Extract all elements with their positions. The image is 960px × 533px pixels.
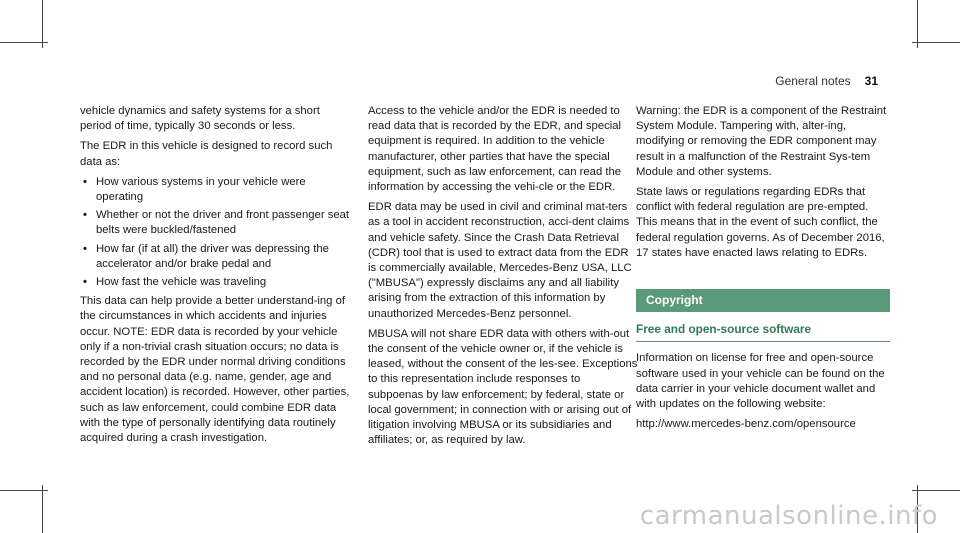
crop-mark xyxy=(912,490,960,491)
crop-mark xyxy=(0,490,48,491)
text-column-1 xyxy=(80,104,350,451)
bullet-icon: • xyxy=(83,209,87,222)
paragraph: The EDR in this vehicle is designed to record such data as: xyxy=(80,140,333,168)
crop-mark xyxy=(42,485,43,533)
paragraph: State laws or regulations regarding EDRs that conflict with federal regulation are pre-empted. This means that in the event of such conflict, the federal regulation governs. As of December 2016, 17 states have enacted laws relating to EDRs. xyxy=(636,186,885,259)
page-header-title: General notes xyxy=(775,74,851,88)
bullet-icon: • xyxy=(83,276,87,289)
section-heading: Copyright xyxy=(636,289,890,312)
bullet-list xyxy=(80,175,350,290)
paragraph: MBUSA will not share EDR data with others with-out the consent of the vehicle owner or, if the vehicle is leased, without the consent of the les-see. Exceptions to this representation include responses to subpoenas by law enforcement; by federal, state or local government; in connection with or arising out of litigation involving MBUSA or its subsidiaries and affiliates; or, as required by law. xyxy=(368,327,638,447)
paragraph: Access to the vehicle and/or the EDR is needed to read data that is recorded by the EDR, and special equipment is required. In addition to the vehicle manufacturer, other parties that have the special equipment, such as law enforcement, can read the information by accessing the vehi-cle or the EDR. xyxy=(368,105,622,194)
text-column-3 xyxy=(636,104,890,437)
list-item xyxy=(80,208,350,238)
crop-mark xyxy=(42,0,43,48)
crop-mark xyxy=(912,42,960,43)
list-item-text: How far (if at all) the driver was depressing the accelerator and/or brake pedal and xyxy=(96,242,329,270)
paragraph: Information on license for free and open-source software used in your vehicle can be found on the data carrier in your vehicle document wallet and with updates on the following website: xyxy=(636,352,885,411)
paragraph: vehicle dynamics and safety systems for a short period of time, typically 30 seconds or less. xyxy=(80,105,320,133)
paragraph: Warning: the EDR is a component of the Restraint System Module. Tampering with, alter-ing, modifying or removing the EDR component may result in a malfunction of the Restraint Sys-tem Module and other systems. xyxy=(636,105,887,178)
list-item-text: How various systems in your vehicle were operating xyxy=(96,175,306,204)
list-item xyxy=(80,275,350,290)
list-item xyxy=(80,242,350,272)
website-url: http://www.mercedes-benz.com/opensource xyxy=(636,418,856,431)
crop-mark xyxy=(917,0,918,48)
paragraph: EDR data may be used in civil and criminal mat-ters as a tool in accident reconstruction, acci-dent claims and vehicle safety. Since the Crash Data Retrieval (CDR) tool that is used to extract data from the EDR is commercially available, Mercedes-Benz USA, LLC ("MBUSA") expressly disclaims any and all liability arising from the extraction of this information by unauthorized Mercedes-Benz personnel. xyxy=(368,201,632,320)
bullet-icon: • xyxy=(83,175,87,188)
bullet-icon: • xyxy=(83,242,87,255)
paragraph: This data can help provide a better understand-ing of the circumstances in which accidents and injuries occur. NOTE: EDR data is recorded by your vehicle only if a non-trivial crash situation occurs; no data is recorded by the EDR under normal driving conditions and no personal data (e.g. name, gender, age and accident location) is recorded. However, other parties, such as law enforcement, could combine EDR data with the type of personally identifying data routinely acquired during a crash investigation. xyxy=(80,295,350,445)
list-item xyxy=(80,175,350,205)
list-item-text: Whether or not the driver and front passenger seat belts were buckled/fastened xyxy=(96,209,350,237)
page-header xyxy=(775,74,878,88)
page-number: 31 xyxy=(864,74,878,88)
list-item-text: How fast the vehicle was traveling xyxy=(96,276,267,289)
watermark: carmanualsonline.info xyxy=(639,501,938,531)
text-column-2 xyxy=(368,104,638,453)
crop-mark xyxy=(0,42,48,43)
subheading: Free and open-source software xyxy=(636,322,890,342)
